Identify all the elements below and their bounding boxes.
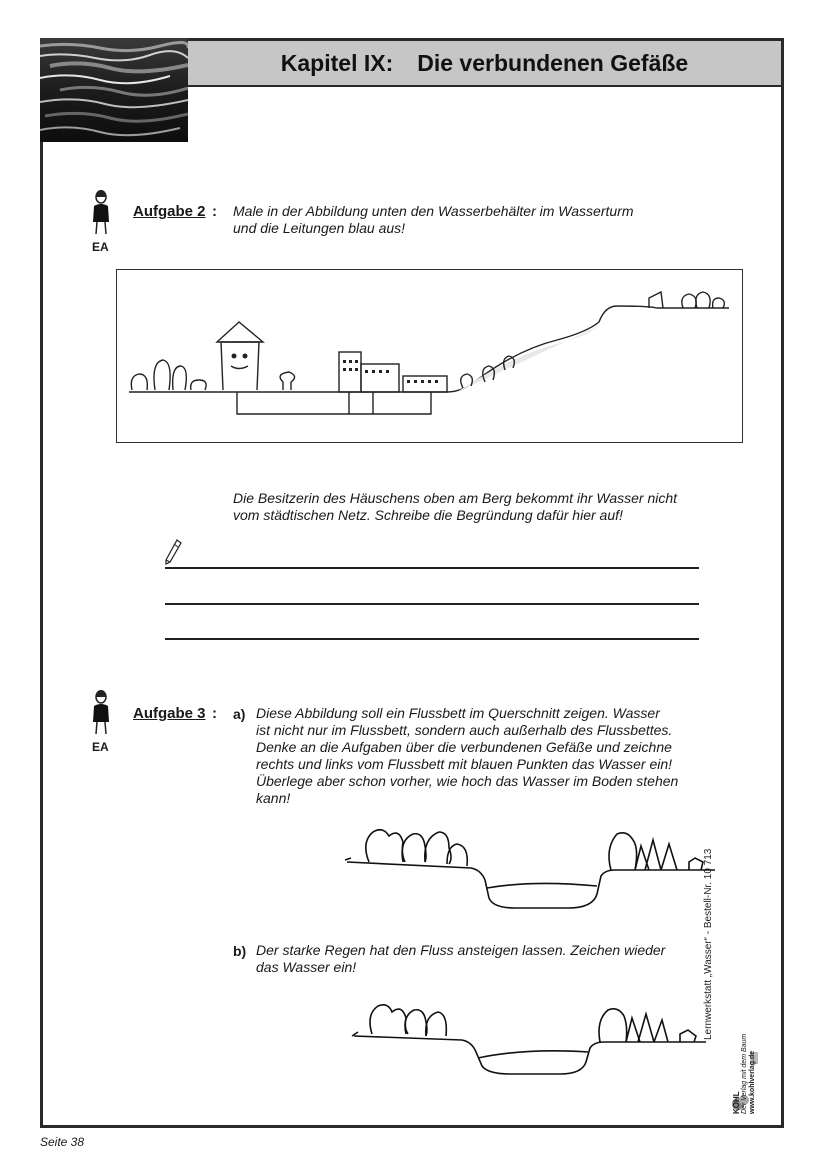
publisher-url[interactable]: www.kohlverlag.de xyxy=(749,1050,756,1114)
task3-a-line4: rechts und links vom Flussbett mit blauen Punkten das Wasser ein! xyxy=(256,756,673,772)
answer-line-2[interactable] xyxy=(165,603,699,605)
answer-line-1[interactable] xyxy=(165,567,699,569)
task3-colon: : xyxy=(212,705,217,722)
town-illustration xyxy=(116,269,743,443)
chapter-title: Die verbundenen Gefäße xyxy=(417,50,689,76)
answer-line-3[interactable] xyxy=(165,638,699,640)
task3-mode: EA xyxy=(92,740,109,754)
task3-b-line2: das Wasser ein! xyxy=(256,959,357,975)
task3-a-letter: a) xyxy=(233,706,246,722)
task2-label: Aufgabe 2 xyxy=(133,203,206,220)
task3-a-line5: Überlege aber schon vorher, wie hoch das Wasser im Boden stehen xyxy=(256,773,679,789)
question-line2: vom städtischen Netz. Schreibe die Begründung dafür hier auf! xyxy=(233,507,623,523)
task3-a-line2: ist nicht nur im Flussbett, sondern auch außerhalb des Flussbettes. xyxy=(256,722,673,738)
page-frame xyxy=(40,38,784,1128)
publisher-imprint xyxy=(733,1034,757,1114)
riverbed-drawing-a xyxy=(343,818,718,918)
task3-a-line3: Denke an die Aufgaben über die verbundenen Gefäße und zeichne xyxy=(256,739,672,755)
page-number: Seite 38 xyxy=(40,1135,85,1149)
publication-info: Lernwerkstatt „Wasser“ - Bestell-Nr. 10 713 xyxy=(703,848,714,1040)
water-photo xyxy=(40,38,188,142)
chapter-number: Kapitel IX: xyxy=(280,50,394,76)
page-title xyxy=(188,50,781,77)
town-drawing xyxy=(117,270,741,441)
task3-a-line6: kann! xyxy=(256,790,291,806)
task2-mode: EA xyxy=(92,240,109,254)
publisher-name: KOHL xyxy=(732,1091,741,1114)
riverbed-drawing-b xyxy=(350,992,710,1082)
question-line1: Die Besitzerin des Häuschens oben am Berg bekommt ihr Wasser nicht xyxy=(233,490,678,506)
task3-a-line1: Diese Abbildung soll ein Flussbett im Querschnitt zeigen. Wasser xyxy=(256,705,660,721)
task2-line1: Male in der Abbildung unten den Wasserbehälter im Wasserturm xyxy=(233,203,634,219)
chapter-header xyxy=(188,41,781,87)
task2-colon: : xyxy=(212,203,217,220)
task3-b-letter: b) xyxy=(233,943,247,959)
task3-label: Aufgabe 3 xyxy=(133,705,206,722)
task2-line2: und die Leitungen blau aus! xyxy=(233,220,406,236)
task3-b-line1: Der starke Regen hat den Fluss ansteigen lassen. Zeichen wieder xyxy=(256,942,666,958)
publisher-slogan: Der Verlag mit dem Baum xyxy=(741,1033,748,1114)
pencil-icon xyxy=(163,538,183,568)
